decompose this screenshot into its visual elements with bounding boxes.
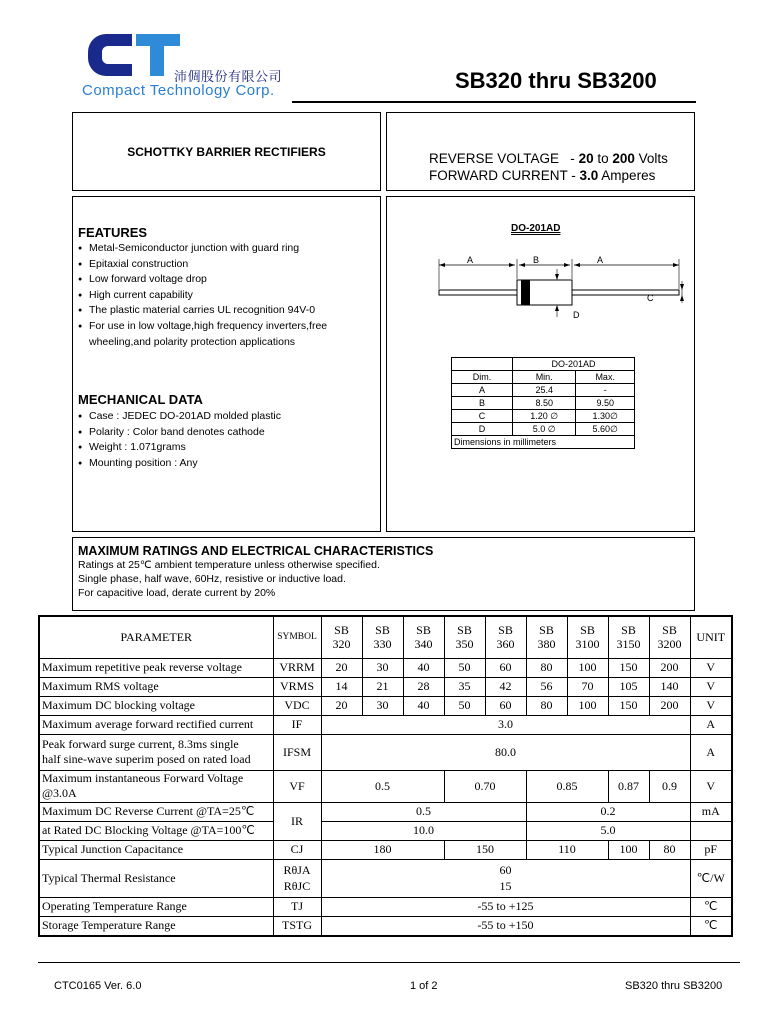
table-cell: 8.50 [513,397,576,410]
unit-cell: ℃/W [690,859,732,897]
unit-cell: pF [690,840,732,859]
logo-chinese-name: 沛倜股份有限公司 [174,69,283,84]
package-outline-drawing [427,251,687,321]
value-cell: 40 [403,696,444,715]
dim-label-c: C [647,293,654,303]
symbol-cell: RθJA RθJC [273,859,321,897]
table-cell: 5.60∅ [576,423,635,436]
table-row [39,770,732,802]
features-box [72,196,381,532]
value-cell: 100 [567,696,608,715]
header-part: SB 380 [526,616,567,658]
value-cell: 100 [608,840,649,859]
dims-col-max: Max. [576,371,635,384]
ratings-notes-box [72,537,695,611]
table-row [39,715,732,734]
table-row [452,436,635,449]
value-cell: 14 [321,677,362,696]
footer-rule [38,962,740,963]
table-row [39,859,732,897]
param-cell: Maximum repetitive peak reverse voltage [39,658,273,677]
value-cell: -55 to +125 [321,897,690,916]
header-parameter: PARAMETER [39,616,273,658]
param-cell: Maximum DC blocking voltage [39,696,273,715]
value-cell: 3.0 [321,715,690,734]
value-cell: 200 [649,658,690,677]
unit-cell: A [690,715,732,734]
value-cell: 30 [362,658,403,677]
table-cell: 25.4 [513,384,576,397]
value-cell: 50 [444,658,485,677]
unit-cell: V [690,677,732,696]
product-type-title: SCHOTTKY BARRIER RECTIFIERS [127,145,326,159]
table-cell: - [576,384,635,397]
table-row [39,916,732,936]
reverse-voltage-min: 20 [578,151,594,166]
table-row [39,802,732,821]
symbol-cell: IR [273,802,321,840]
list-item: ● For use in low voltage,high frequency inverters,free wheeling,and polarity protection applications [78,319,368,350]
table-cell: D [452,423,513,436]
forward-current-label: FORWARD CURRENT - [429,168,580,183]
value-cell: 21 [362,677,403,696]
value-cell: 105 [608,677,649,696]
value-cell: 150 [444,840,526,859]
list-item: ● Weight : 1.071grams [78,440,368,456]
header-part: SB 330 [362,616,403,658]
unit-cell: V [690,696,732,715]
param-cell: Operating Temperature Range [39,897,273,916]
value-cell: 60 [485,658,526,677]
dims-table-footer: Dimensions in millimeters [452,436,635,449]
value-cell: 0.85 [526,770,608,802]
page-title: SB320 thru SB3200 [455,68,657,93]
symbol-cell: VRRM [273,658,321,677]
value-cell: -55 to +150 [321,916,690,936]
value-cell: 10.0 [321,821,526,840]
title-rule [292,101,696,103]
value-cell: 0.5 [321,802,526,821]
param-cell: Maximum average forward rectified current [39,715,273,734]
value-cell: 42 [485,677,526,696]
reverse-voltage-label: REVERSE VOLTAGE - [429,151,579,166]
value-cell: 80 [526,658,567,677]
value-cell: 5.0 [526,821,690,840]
table-row [39,696,732,715]
symbol-cell: VF [273,770,321,802]
table-row [452,371,635,384]
ratings-heading: MAXIMUM RATINGS AND ELECTRICAL CHARACTERISTICS [78,544,434,558]
table-cell: 1.20 ∅ [513,410,576,423]
unit-cell: ℃ [690,916,732,936]
value-cell: 35 [444,677,485,696]
param-cell: Typical Junction Capacitance [39,840,273,859]
symbol-cell: VDC [273,696,321,715]
param-cell: Maximum RMS voltage [39,677,273,696]
value-cell: 20 [321,658,362,677]
company-logo [82,30,292,102]
table-cell: B [452,397,513,410]
reverse-voltage-max: 200 [612,151,635,166]
value-cell: 30 [362,696,403,715]
value-cell: 200 [649,696,690,715]
header-part: SB 340 [403,616,444,658]
symbol-cell: IF [273,715,321,734]
table-row [452,384,635,397]
unit-cell: mA [690,802,732,821]
unit-cell: V [690,658,732,677]
header-unit: UNIT [690,616,732,658]
table-row [39,734,732,770]
symbol-cell: IFSM [273,734,321,770]
unit-cell: V [690,770,732,802]
param-cell: at Rated DC Blocking Voltage @TA=100℃ [39,821,273,840]
forward-current-line [414,153,655,198]
value-cell: 70 [567,677,608,696]
table-cell: 5.0 ∅ [513,423,576,436]
ratings-note-3: For capacitive load, derate current by 20% [78,587,276,599]
package-label: DO-201AD [511,223,561,234]
ct-logo-mark [84,30,184,80]
value-cell: 56 [526,677,567,696]
value-cell: 20 [321,696,362,715]
value-cell: 80.0 [321,734,690,770]
dim-label-a1: A [467,255,474,265]
ratings-note-2: Single phase, half wave, 60Hz, resistive or inductive load. [78,573,346,585]
features-list [78,241,368,350]
forward-current-value: 3.0 [579,168,599,183]
table-row [452,410,635,423]
reverse-voltage-unit: Volts [634,151,668,166]
param-cell: Maximum instantaneous Forward Voltage @3.0A [39,770,273,802]
header-part: SB 3200 [649,616,690,658]
electrical-characteristics-table [38,615,733,937]
param-cell: Typical Thermal Resistance [39,859,273,897]
table-row [452,358,635,371]
param-cell: Storage Temperature Range [39,916,273,936]
table-row [39,897,732,916]
table-row [452,423,635,436]
dims-col-dim: Dim. [452,371,513,384]
list-item: ● Low forward voltage drop [78,272,368,288]
list-item: ● Metal-Semiconductor junction with guard ring [78,241,368,257]
header-part: SB 3150 [608,616,649,658]
footer-doc-id: CTC0165 Ver. 6.0 [54,980,142,992]
footer-page-number: 1 of 2 [410,980,438,992]
value-cell: 0.2 [526,802,690,821]
value-cell: 60 [485,696,526,715]
table-cell: C [452,410,513,423]
unit-cell: ℃ [690,897,732,916]
header-part: SB 320 [321,616,362,658]
reverse-voltage-to: to [593,151,613,166]
table-cell: 1.30∅ [576,410,635,423]
header-part: SB 350 [444,616,485,658]
list-item: ● Mounting position : Any [78,456,368,472]
package-box [386,196,695,532]
value-cell: 0.87 [608,770,649,802]
value-cell: 80 [649,840,690,859]
param-cell: Maximum DC Reverse Current @TA=25℃ [39,802,273,821]
ratings-summary-box [386,112,695,191]
value-cell: 40 [403,658,444,677]
table-row [39,840,732,859]
unit-cell: A [690,734,732,770]
symbol-cell: VRMS [273,677,321,696]
features-heading: FEATURES [78,225,148,240]
table-row [452,397,635,410]
table-row [39,821,732,840]
list-item: ● The plastic material carries UL recognition 94V-0 [78,303,368,319]
dimensions-table [451,357,635,449]
header-part: SB 3100 [567,616,608,658]
product-type-box [72,112,381,191]
value-cell: 50 [444,696,485,715]
value-cell: 80 [526,696,567,715]
value-cell: 60 15 [321,859,690,897]
value-cell: 150 [608,658,649,677]
table-cell: A [452,384,513,397]
list-item: ● Case : JEDEC DO-201AD molded plastic [78,409,368,425]
dim-label-a2: A [597,255,604,265]
list-item: ● Polarity : Color band denotes cathode [78,425,368,441]
ratings-note-1: Ratings at 25℃ ambient temperature unless otherwise specified. [78,559,380,571]
dims-col-min: Min. [513,371,576,384]
forward-current-unit: Amperes [598,168,656,183]
dim-label-b: B [533,255,540,265]
param-cell: Peak forward surge current, 8.3ms single half sine-wave superim posed on rated load [39,734,273,770]
mechanical-list [78,409,368,471]
dims-table-header: DO-201AD [513,358,635,371]
table-cell: 9.50 [576,397,635,410]
logo-english-name: Compact Technology Corp. [82,82,275,99]
list-item: ● Epitaxial construction [78,257,368,273]
table-row [39,677,732,696]
footer-part-range: SB320 thru SB3200 [625,980,723,992]
header-part: SB 360 [485,616,526,658]
list-item: ● High current capability [78,288,368,304]
value-cell: 28 [403,677,444,696]
value-cell: 0.5 [321,770,444,802]
value-cell: 180 [321,840,444,859]
table-row [39,658,732,677]
value-cell: 100 [567,658,608,677]
symbol-cell: TJ [273,897,321,916]
value-cell: 0.70 [444,770,526,802]
symbol-cell: CJ [273,840,321,859]
symbol-cell: TSTG [273,916,321,936]
value-cell: 150 [608,696,649,715]
value-cell: 110 [526,840,608,859]
value-cell: 140 [649,677,690,696]
value-cell: 0.9 [649,770,690,802]
header-symbol: SYMBOL [273,616,321,658]
table-header-row [39,616,732,658]
dim-label-d: D [573,310,580,320]
mechanical-heading: MECHANICAL DATA [78,392,203,407]
unit-cell [690,821,732,840]
